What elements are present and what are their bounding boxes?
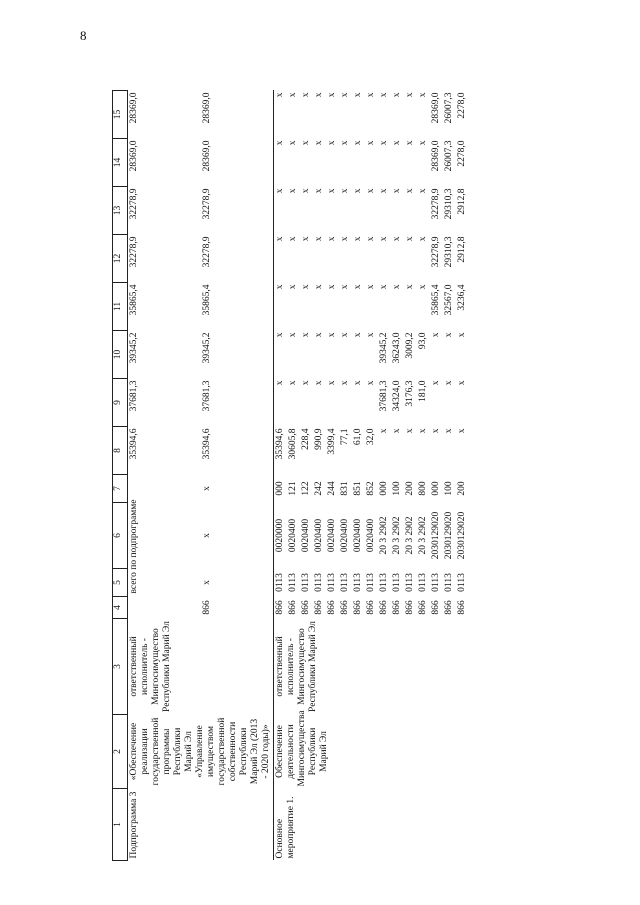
value-cell-v12: x	[288, 236, 298, 242]
grbs-cell: 866	[314, 600, 324, 615]
value-cell-v13: x	[274, 187, 288, 235]
value-cell-v15: x	[314, 92, 324, 98]
vr-cell: 852	[366, 481, 376, 496]
rz-cell: 0113	[457, 573, 467, 592]
value-cell-v10: x	[327, 332, 337, 338]
rz-cell: 0113	[301, 573, 311, 592]
csr-cell: 20 3 2902	[392, 516, 402, 555]
vr-cell: 000	[379, 481, 389, 496]
value-cell-v14: x	[366, 140, 376, 146]
value-cell-v9: x	[431, 380, 441, 386]
value-cell-v11: x	[301, 284, 311, 290]
grbs-cell: 866	[418, 600, 428, 615]
value-cell-v9: x	[288, 380, 298, 386]
csr-cell: 20 3 2902	[405, 516, 415, 555]
rz-cell: 0113	[405, 573, 415, 592]
value-cell-v14: x	[288, 140, 298, 146]
grbs-cell: 866	[353, 600, 363, 615]
value-cell-v9: x	[457, 380, 467, 386]
value-cell-v11: 35865,4	[128, 283, 201, 331]
vr-cell: 000	[274, 475, 288, 503]
value-cell-v12: 32278,9	[201, 236, 212, 268]
value-cell-v14: x	[405, 140, 415, 146]
vr-cell: 122	[301, 481, 311, 496]
value-cell-v15: x	[353, 92, 363, 98]
value-cell-v10: 39345,2	[128, 331, 201, 379]
value-cell-v10: x	[353, 332, 363, 338]
value-cell-v13: x	[405, 188, 415, 194]
value-cell-v13: 32278,9	[431, 188, 441, 220]
value-cell-v10: x	[366, 332, 376, 338]
value-cell-v11: x	[314, 284, 324, 290]
csr-cell: 0020400	[353, 518, 363, 553]
value-cell-v14: x	[274, 139, 288, 187]
measure-name: Обеспечение деятельности Мингосимущества Республики Марий Эл	[274, 715, 470, 789]
value-cell-v12: x	[366, 236, 376, 242]
table-row	[128, 91, 201, 861]
csr-cell: x	[201, 533, 212, 538]
value-cell-v13: 29310,3	[444, 188, 454, 220]
grbs-cell: 866	[457, 600, 467, 615]
value-cell-v8: 35394,6	[201, 428, 212, 460]
grbs-cell: 866	[392, 600, 402, 615]
vr-cell: 100	[444, 481, 454, 496]
value-cell-v14: x	[379, 140, 389, 146]
value-cell-v11: x	[418, 284, 428, 290]
value-cell-v13: x	[288, 188, 298, 194]
csr-cell: 0020400	[301, 518, 311, 553]
value-cell-v8: x	[418, 428, 428, 434]
column-header-6: 6	[113, 503, 128, 569]
value-cell-v15: x	[405, 92, 415, 98]
value-cell-v8: 3399,4	[327, 428, 337, 455]
value-cell-v12: 29310,3	[444, 236, 454, 268]
value-cell-v15: 28369,0	[431, 92, 441, 124]
value-cell-v15: 28369,0	[201, 92, 212, 124]
vr-cell: 200	[405, 481, 415, 496]
subprogram-executor: ответственный исполнитель - Мингосимущество Республики Марий Эл	[128, 619, 274, 715]
value-cell-v12: x	[379, 236, 389, 242]
value-cell-v11: 3236,4	[457, 284, 467, 311]
value-cell-v12: x	[301, 236, 311, 242]
grbs-cell: 866	[274, 597, 288, 619]
rz-cell: x	[201, 580, 212, 585]
value-cell-v14: x	[340, 140, 350, 146]
value-cell-v11: x	[340, 284, 350, 290]
value-cell-v15: x	[327, 92, 337, 98]
value-cell-v9: x	[340, 380, 350, 386]
value-cell-v9: x	[327, 380, 337, 386]
rotated-page	[112, 91, 532, 861]
column-header-1: 1	[113, 789, 128, 861]
column-header-11: 11	[113, 283, 128, 331]
value-cell-v15: x	[340, 92, 350, 98]
grbs-cell: 866	[327, 600, 337, 615]
value-cell-v14: 26007,3	[444, 140, 454, 172]
value-cell-v11: x	[366, 284, 376, 290]
value-cell-v11: 35865,4	[431, 284, 441, 316]
csr-cell: 0020400	[327, 518, 337, 553]
grbs-cell: 866	[405, 600, 415, 615]
value-cell-v14: 28369,0	[128, 139, 201, 187]
value-cell-v10: x	[288, 332, 298, 338]
value-cell-v15: 2278,0	[457, 92, 467, 119]
value-cell-v8: x	[444, 428, 454, 434]
value-cell-v13: x	[366, 188, 376, 194]
csr-cell: 2030129020	[444, 511, 454, 560]
csr-cell: 0020400	[314, 518, 324, 553]
column-header-3: 3	[113, 619, 128, 715]
value-cell-v9: 37681,3	[379, 380, 389, 412]
value-cell-v13: 32278,9	[201, 188, 212, 220]
rz-cell: 0113	[392, 573, 402, 592]
measure-label: Основное мероприятие 1.	[274, 789, 470, 861]
value-cell-v9: 181,0	[418, 380, 428, 402]
value-cell-v10: 3009,2	[405, 332, 415, 359]
vr-cell: x	[201, 486, 212, 491]
rz-cell: 0113	[314, 573, 324, 592]
table-body	[128, 91, 470, 861]
value-cell-v13: x	[379, 188, 389, 194]
value-cell-v15: x	[418, 92, 428, 98]
value-cell-v8: 61,0	[353, 428, 363, 446]
vr-cell: 800	[418, 481, 428, 496]
table-row	[274, 91, 288, 861]
header-row	[113, 91, 128, 861]
value-cell-v12: x	[327, 236, 337, 242]
value-cell-v10: 39345,2	[201, 332, 212, 364]
value-cell-v13: 2912,8	[457, 188, 467, 215]
measure-executor: ответственный исполнитель - Мингосимущество Республики Марий Эл	[274, 619, 470, 715]
value-cell-v15: x	[301, 92, 311, 98]
value-cell-v8: 35394,6	[274, 427, 288, 475]
value-cell-v11: x	[379, 284, 389, 290]
page-number: 8	[80, 28, 87, 43]
value-cell-v11: 32567,0	[444, 284, 454, 316]
rz-cell: 0113	[327, 573, 337, 592]
value-cell-v10: x	[301, 332, 311, 338]
value-cell-v12: x	[340, 236, 350, 242]
value-cell-v9: x	[366, 380, 376, 386]
value-cell-v13: x	[327, 188, 337, 194]
value-cell-v11: x	[274, 283, 288, 331]
value-cell-v9: x	[353, 380, 363, 386]
csr-cell: 0020400	[288, 518, 298, 553]
subprogram-label: Подпрограмма 3	[128, 789, 274, 861]
rz-cell: 0113	[431, 573, 441, 592]
csr-cell: 20 3 2902	[379, 516, 389, 555]
value-cell-v10: x	[431, 332, 441, 338]
vr-cell: 242	[314, 481, 324, 496]
value-cell-v12: x	[274, 235, 288, 283]
value-cell-v8: x	[405, 428, 415, 434]
grbs-cell: 866	[444, 600, 454, 615]
value-cell-v15: x	[366, 92, 376, 98]
value-cell-v9: x	[314, 380, 324, 386]
value-cell-v13: x	[353, 188, 363, 194]
value-cell-v8: 30605,8	[288, 428, 298, 460]
value-cell-v14: x	[301, 140, 311, 146]
value-cell-v15: x	[379, 92, 389, 98]
value-cell-v9: x	[274, 379, 288, 427]
value-cell-v8: 32,0	[366, 428, 376, 446]
value-cell-v9: 37681,3	[128, 379, 201, 427]
grbs-cell: 866	[201, 600, 212, 615]
column-header-15: 15	[113, 91, 128, 139]
rz-cell: 0113	[418, 573, 428, 592]
column-header-13: 13	[113, 187, 128, 235]
value-cell-v14: 2278,0	[457, 140, 467, 167]
value-cell-v10: 36243,0	[392, 332, 402, 364]
value-cell-v12: 2912,8	[457, 236, 467, 263]
value-cell-v15: x	[274, 91, 288, 139]
rz-cell: 0113	[288, 573, 298, 592]
value-cell-v10: 93,0	[418, 332, 428, 350]
value-cell-v14: 28369,0	[201, 140, 212, 172]
vr-cell: 000	[431, 481, 441, 496]
value-cell-v9: 34324,0	[392, 380, 402, 412]
value-cell-v13: x	[418, 188, 428, 194]
value-cell-v8: 228,4	[301, 428, 311, 450]
value-cell-v9: x	[301, 380, 311, 386]
value-cell-v9: 3176,3	[405, 380, 415, 407]
csr-cell: 0020400	[366, 518, 376, 553]
value-cell-v8: x	[392, 428, 402, 434]
value-cell-v9: x	[444, 380, 454, 386]
rz-cell: 0113	[366, 573, 376, 592]
value-cell-v9: 37681,3	[201, 380, 212, 412]
value-cell-v14: x	[353, 140, 363, 146]
column-header-2: 2	[113, 715, 128, 789]
value-cell-v8: x	[431, 428, 441, 434]
grbs-cell: 866	[288, 600, 298, 615]
csr-cell: 2030129020	[457, 511, 467, 560]
value-cell-v10: x	[314, 332, 324, 338]
rz-cell: 0113	[353, 573, 363, 592]
value-cell-v14: x	[327, 140, 337, 146]
value-cell-v12: x	[405, 236, 415, 242]
value-cell-v14: 28369,0	[431, 140, 441, 172]
csr-cell: 0020000	[274, 503, 288, 569]
value-cell-v13: x	[314, 188, 324, 194]
value-cell-v8: x	[457, 428, 467, 434]
vr-cell: 121	[288, 481, 298, 496]
value-cell-v14: x	[418, 140, 428, 146]
value-cell-v8: x	[379, 428, 389, 434]
rz-cell: 0113	[340, 573, 350, 592]
value-cell-v11: x	[405, 284, 415, 290]
subprogram-name: «Обеспечение реализации государственной программы Республики Марий Эл «Управление имуществом государственной собственности Республики Марий Эл (2013 - 2020 годы)»	[128, 715, 274, 789]
value-cell-v12: x	[353, 236, 363, 242]
value-cell-v10: x	[457, 332, 467, 338]
value-cell-v10: x	[274, 331, 288, 379]
value-cell-v11: x	[288, 284, 298, 290]
value-cell-v8: 35394,6	[128, 427, 201, 475]
value-cell-v15: x	[288, 92, 298, 98]
value-cell-v12: x	[392, 236, 402, 242]
value-cell-v10: 39345,2	[379, 332, 389, 364]
column-header-12: 12	[113, 235, 128, 283]
value-cell-v11: 35865,4	[201, 284, 212, 316]
column-header-7: 7	[113, 475, 128, 503]
vr-cell: 100	[392, 481, 402, 496]
value-cell-v13: x	[340, 188, 350, 194]
value-cell-v11: x	[327, 284, 337, 290]
value-cell-v11: x	[392, 284, 402, 290]
budget-table	[112, 90, 469, 861]
value-cell-v15: x	[392, 92, 402, 98]
value-cell-v10: x	[340, 332, 350, 338]
value-cell-v8: 77,1	[340, 428, 350, 446]
value-cell-v11: x	[353, 284, 363, 290]
value-cell-v10: x	[444, 332, 454, 338]
grbs-cell: 866	[340, 600, 350, 615]
column-header-4: 4	[113, 597, 128, 619]
rz-cell: 0113	[444, 573, 454, 592]
rz-cell: 0113	[379, 573, 389, 592]
value-cell-v13: 32278,9	[128, 187, 201, 235]
value-cell-v15: 26007,3	[444, 92, 454, 124]
value-cell-v13: x	[301, 188, 311, 194]
grbs-cell: 866	[301, 600, 311, 615]
value-cell-v12: 32278,9	[128, 235, 201, 283]
csr-cell: 2030129020	[431, 511, 441, 560]
column-header-14: 14	[113, 139, 128, 187]
column-header-9: 9	[113, 379, 128, 427]
value-cell-v8: 990,9	[314, 428, 324, 450]
grbs-cell: 866	[366, 600, 376, 615]
value-cell-v14: x	[314, 140, 324, 146]
value-cell-v12: 32278,9	[431, 236, 441, 268]
rz-cell: 0113	[274, 569, 288, 597]
value-cell-v13: x	[392, 188, 402, 194]
column-header-5: 5	[113, 569, 128, 597]
total-label: всего по подпрограмме	[128, 475, 201, 619]
vr-cell: 831	[340, 481, 350, 496]
value-cell-v12: x	[418, 236, 428, 242]
grbs-cell: 866	[379, 600, 389, 615]
column-header-8: 8	[113, 427, 128, 475]
grbs-cell: 866	[431, 600, 441, 615]
vr-cell: 851	[353, 481, 363, 496]
value-cell-v12: x	[314, 236, 324, 242]
vr-cell: 200	[457, 481, 467, 496]
vr-cell: 244	[327, 481, 337, 496]
csr-cell: 0020400	[340, 518, 350, 553]
column-header-10: 10	[113, 331, 128, 379]
csr-cell: 20 3 2902	[418, 516, 428, 555]
value-cell-v15: 28369,0	[128, 91, 201, 139]
value-cell-v14: x	[392, 140, 402, 146]
